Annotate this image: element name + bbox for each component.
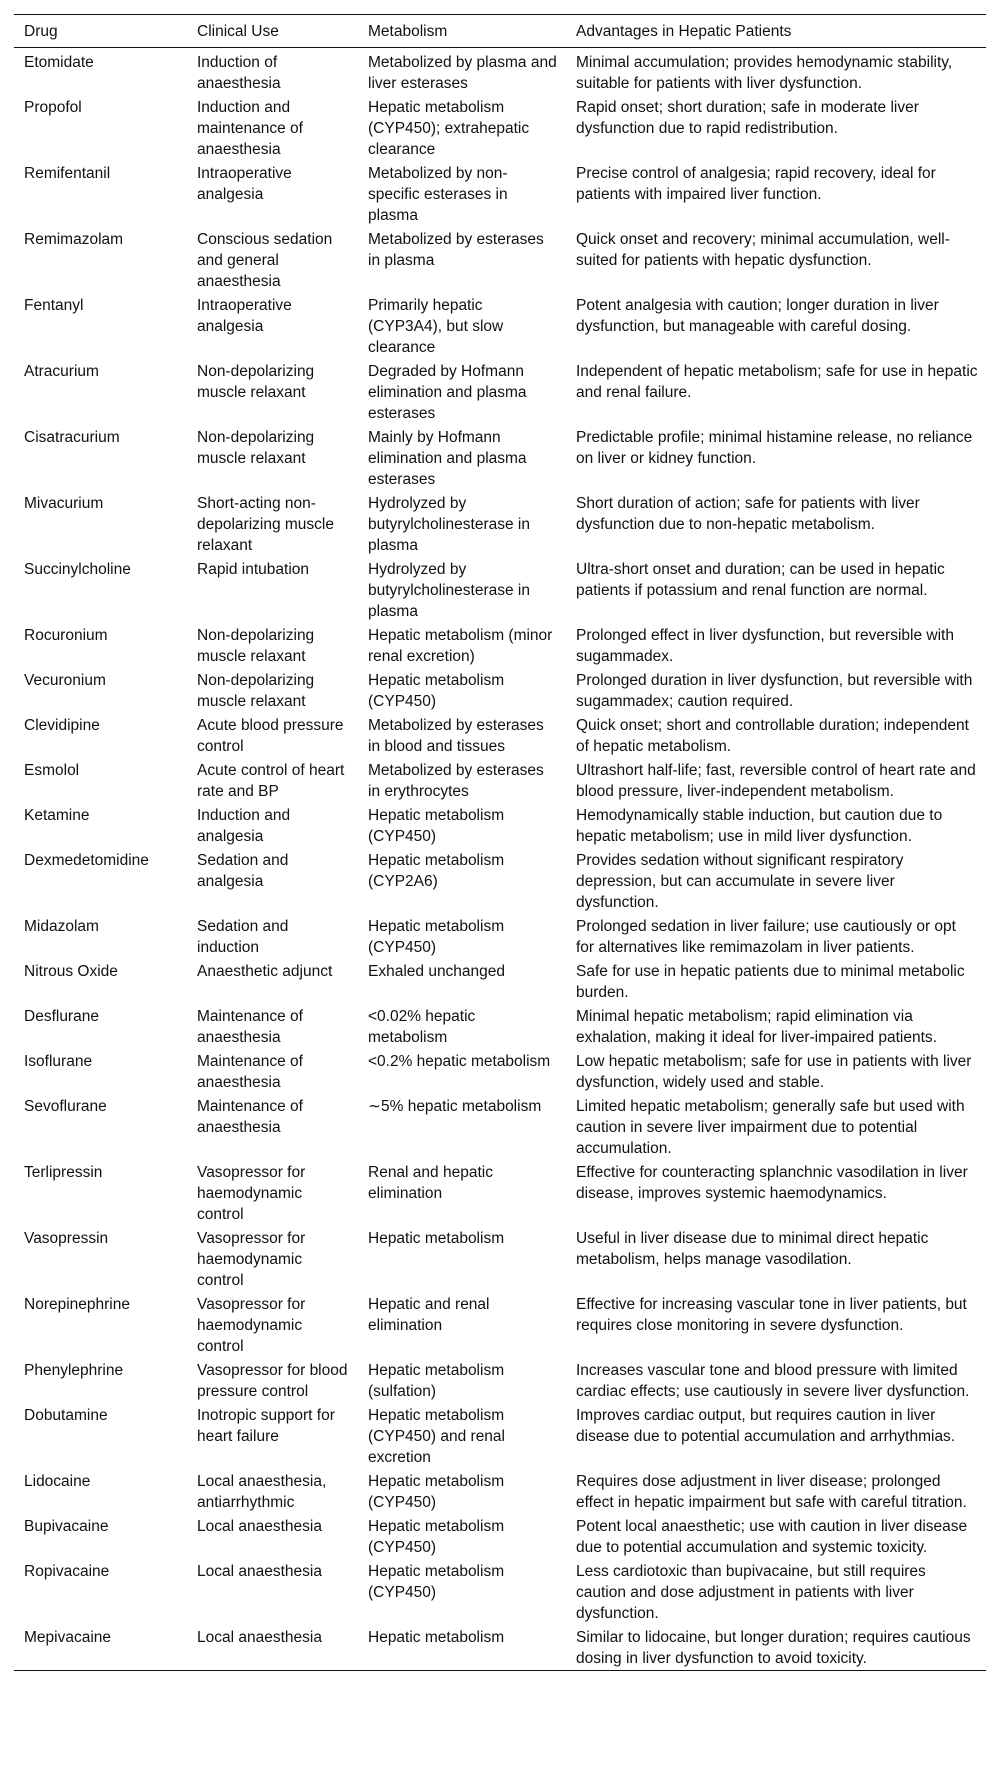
cell-metabolism: Hepatic metabolism (CYP450) [368,918,505,956]
table-row [14,1469,986,1514]
cell-advantages: Predictable profile; minimal histamine release, no reliance on liver or kidney function. [576,429,973,467]
table-row [14,227,986,293]
table-row [14,623,986,668]
cell-advantages: Short duration of action; safe for patients with liver dysfunction due to non-hepatic metabolism. [576,495,920,533]
cell-clinical-use: Short-acting non-depolarizing muscle relaxant [197,495,334,554]
cell-clinical-use: Maintenance of anaesthesia [197,1008,303,1046]
table-row [14,848,986,914]
cell-drug: Remimazolam [24,231,124,248]
cell-drug: Terlipressin [24,1164,103,1181]
cell-clinical-use: Induction of anaesthesia [197,54,281,92]
cell-metabolism: ∼5% hepatic metabolism [368,1098,542,1115]
cell-drug: Desflurane [24,1008,99,1025]
cell-clinical-use: Induction and maintenance of anaesthesia [197,99,303,158]
cell-metabolism: Hepatic metabolism (CYP450) and renal excretion [368,1407,505,1466]
cell-advantages: Low hepatic metabolism; safe for use in patients with liver dysfunction, widely used and stable. [576,1053,972,1091]
cell-advantages: Ultrashort half-life; fast, reversible control of heart rate and blood pressure, liver-independent metabolism. [576,762,976,800]
cell-drug: Ketamine [24,807,90,824]
cell-advantages: Potent local anaesthetic; use with caution in liver disease due to potential accumulation and systemic toxicity. [576,1518,968,1556]
cell-metabolism: Hydrolyzed by butyrylcholinesterase in plasma [368,561,530,620]
table-row [14,758,986,803]
cell-advantages: Limited hepatic metabolism; generally safe but used with caution in severe liver impairment due to potential accumulation. [576,1098,965,1157]
cell-drug: Etomidate [24,54,94,71]
cell-advantages: Ultra-short onset and duration; can be used in hepatic patients if potassium and renal function are normal. [576,561,945,599]
cell-advantages: Minimal hepatic metabolism; rapid elimination via exhalation, making it ideal for liver-impaired patients. [576,1008,937,1046]
cell-clinical-use: Non-depolarizing muscle relaxant [197,672,315,710]
cell-drug: Fentanyl [24,297,84,314]
cell-clinical-use: Non-depolarizing muscle relaxant [197,627,315,665]
cell-drug: Midazolam [24,918,99,935]
cell-drug: Bupivacaine [24,1518,109,1535]
cell-clinical-use: Sedation and induction [197,918,289,956]
cell-drug: Atracurium [24,363,99,380]
table-row [14,1049,986,1094]
cell-metabolism: Degraded by Hofmann elimination and plasma esterases [368,363,527,422]
table-row [14,293,986,359]
cell-drug: Mepivacaine [24,1629,112,1646]
table-row [14,48,986,96]
cell-clinical-use: Induction and analgesia [197,807,291,845]
table-row [14,1625,986,1671]
table-row [14,959,986,1004]
cell-metabolism: Hepatic metabolism [368,1629,505,1646]
cell-drug: Propofol [24,99,82,116]
table-row [14,359,986,425]
cell-clinical-use: Anaesthetic adjunct [197,963,333,980]
cell-clinical-use: Intraoperative analgesia [197,297,292,335]
cell-drug: Norepinephrine [24,1296,130,1313]
cell-advantages: Prolonged effect in liver dysfunction, but reversible with sugammadex. [576,627,954,665]
cell-metabolism: Hepatic metabolism (CYP450) [368,807,505,845]
cell-clinical-use: Acute blood pressure control [197,717,344,755]
cell-drug: Mivacurium [24,495,104,512]
table-row [14,1292,986,1358]
cell-clinical-use: Vasopressor for haemodynamic control [197,1230,306,1289]
cell-advantages: Similar to lidocaine, but longer duration; requires cautious dosing in liver dysfunction to avoid toxicity. [576,1629,971,1667]
cell-metabolism: <0.02% hepatic metabolism [368,1008,476,1046]
cell-drug: Cisatracurium [24,429,120,446]
cell-metabolism: Metabolized by esterases in blood and tissues [368,717,544,755]
header-row [14,15,986,48]
cell-drug: Rocuronium [24,627,108,644]
cell-metabolism: Hepatic metabolism (CYP450) [368,1473,505,1511]
cell-clinical-use: Local anaesthesia [197,1518,322,1535]
cell-metabolism: Hepatic metabolism (CYP450) [368,672,505,710]
cell-metabolism: Mainly by Hofmann elimination and plasma esterases [368,429,527,488]
table-row [14,1514,986,1559]
cell-drug: Phenylephrine [24,1362,124,1379]
cell-drug: Lidocaine [24,1473,91,1490]
cell-drug: Isoflurane [24,1053,93,1070]
cell-clinical-use: Local anaesthesia [197,1629,322,1646]
cell-metabolism: Hepatic metabolism (CYP2A6) [368,852,505,890]
cell-advantages: Useful in liver disease due to minimal direct hepatic metabolism, helps manage vasodilation. [576,1230,929,1268]
table-row [14,1004,986,1049]
cell-metabolism: Hepatic metabolism (minor renal excretion) [368,627,553,665]
table-row [14,1226,986,1292]
cell-drug: Nitrous Oxide [24,963,118,980]
table-header [14,15,986,48]
table-row [14,95,986,161]
cell-advantages: Potent analgesia with caution; longer duration in liver dysfunction, but manageable with careful dosing. [576,297,939,335]
cell-advantages: Prolonged sedation in liver failure; use cautiously or opt for alternatives like remimazolam in liver patients. [576,918,956,956]
cell-advantages: Rapid onset; short duration; safe in moderate liver dysfunction due to rapid redistribution. [576,99,919,137]
cell-drug: Vasopressin [24,1230,109,1247]
cell-metabolism: Metabolized by plasma and liver esterases [368,54,557,92]
cell-clinical-use: Vasopressor for blood pressure control [197,1362,348,1400]
cell-metabolism: Metabolized by esterases in erythrocytes [368,762,544,800]
cell-clinical-use: Non-depolarizing muscle relaxant [197,429,315,467]
cell-clinical-use: Intraoperative analgesia [197,165,292,203]
cell-advantages: Increases vascular tone and blood pressure with limited cardiac effects; use cautiously in severe liver dysfunction. [576,1362,970,1400]
cell-clinical-use: Rapid intubation [197,561,310,578]
cell-advantages: Improves cardiac output, but requires caution in liver disease due to potential accumulation and arrhythmias. [576,1407,956,1445]
header-advantages: Advantages in Hepatic Patients [576,23,792,40]
cell-advantages: Precise control of analgesia; rapid recovery, ideal for patients with impaired liver function. [576,165,936,203]
cell-advantages: Independent of hepatic metabolism; safe for use in hepatic and renal failure. [576,363,978,401]
table-row [14,1403,986,1469]
cell-metabolism: <0.2% hepatic metabolism [368,1053,551,1070]
table-row [14,1094,986,1160]
cell-clinical-use: Maintenance of anaesthesia [197,1053,303,1091]
cell-clinical-use: Inotropic support for heart failure [197,1407,335,1445]
cell-advantages: Hemodynamically stable induction, but caution due to hepatic metabolism; use in mild liver dysfunction. [576,807,943,845]
cell-drug: Esmolol [24,762,80,779]
cell-clinical-use: Acute control of heart rate and BP [197,762,345,800]
cell-advantages: Quick onset; short and controllable duration; independent of hepatic metabolism. [576,717,969,755]
cell-advantages: Safe for use in hepatic patients due to minimal metabolic burden. [576,963,965,1001]
cell-clinical-use: Local anaesthesia [197,1563,322,1580]
cell-drug: Ropivacaine [24,1563,110,1580]
cell-metabolism: Hepatic metabolism (CYP450) [368,1518,505,1556]
table-row [14,668,986,713]
cell-metabolism: Hepatic metabolism (CYP450) [368,1563,505,1601]
cell-metabolism: Metabolized by esterases in plasma [368,231,544,269]
cell-advantages: Quick onset and recovery; minimal accumulation, well-suited for patients with hepatic dysfunction. [576,231,950,269]
table-row [14,491,986,557]
cell-advantages: Provides sedation without significant respiratory depression, but can accumulate in severe liver dysfunction. [576,852,904,911]
cell-drug: Dexmedetomidine [24,852,149,869]
cell-drug: Vecuronium [24,672,106,689]
table-row [14,914,986,959]
table-row [14,713,986,758]
cell-drug: Sevoflurane [24,1098,107,1115]
cell-advantages: Effective for increasing vascular tone in liver patients, but requires close monitoring in severe dysfunction. [576,1296,967,1334]
cell-drug: Remifentanil [24,165,111,182]
drug-table [14,14,986,1671]
cell-clinical-use: Maintenance of anaesthesia [197,1098,303,1136]
cell-clinical-use: Conscious sedation and general anaesthesia [197,231,333,290]
cell-drug: Clevidipine [24,717,100,734]
cell-clinical-use: Vasopressor for haemodynamic control [197,1296,306,1355]
header-drug: Drug [24,23,58,40]
cell-drug: Succinylcholine [24,561,131,578]
cell-clinical-use: Vasopressor for haemodynamic control [197,1164,306,1223]
cell-advantages: Less cardiotoxic than bupivacaine, but still requires caution and dose adjustment in patients with liver dysfunction. [576,1563,926,1622]
cell-clinical-use: Local anaesthesia, antiarrhythmic [197,1473,327,1511]
cell-metabolism: Hepatic metabolism (CYP450); extrahepatic clearance [368,99,530,158]
cell-advantages: Effective for counteracting splanchnic vasodilation in liver disease, improves systemic haemodynamics. [576,1164,968,1202]
table-body [14,48,986,1671]
cell-metabolism: Hepatic and renal elimination [368,1296,490,1334]
cell-metabolism: Metabolized by non-specific esterases in plasma [368,165,508,224]
table-row [14,557,986,623]
cell-drug: Dobutamine [24,1407,108,1424]
table-row [14,425,986,491]
cell-clinical-use: Non-depolarizing muscle relaxant [197,363,315,401]
cell-advantages: Prolonged duration in liver dysfunction, but reversible with sugammadex; caution required. [576,672,973,710]
cell-metabolism: Primarily hepatic (CYP3A4), but slow clearance [368,297,504,356]
table-row [14,1160,986,1226]
table-row [14,1358,986,1403]
cell-metabolism: Renal and hepatic elimination [368,1164,493,1202]
cell-metabolism: Hepatic metabolism [368,1230,505,1247]
table-row [14,1559,986,1625]
cell-clinical-use: Sedation and analgesia [197,852,289,890]
header-metabolism: Metabolism [368,23,448,40]
table-row [14,161,986,227]
cell-metabolism: Hepatic metabolism (sulfation) [368,1362,505,1400]
cell-metabolism: Exhaled unchanged [368,963,506,980]
cell-metabolism: Hydrolyzed by butyrylcholinesterase in plasma [368,495,530,554]
cell-advantages: Requires dose adjustment in liver disease; prolonged effect in hepatic impairment but safe with careful titration. [576,1473,967,1511]
cell-advantages: Minimal accumulation; provides hemodynamic stability, suitable for patients with liver dysfunction. [576,54,953,92]
header-clinical-use: Clinical Use [197,23,279,40]
table-row [14,803,986,848]
